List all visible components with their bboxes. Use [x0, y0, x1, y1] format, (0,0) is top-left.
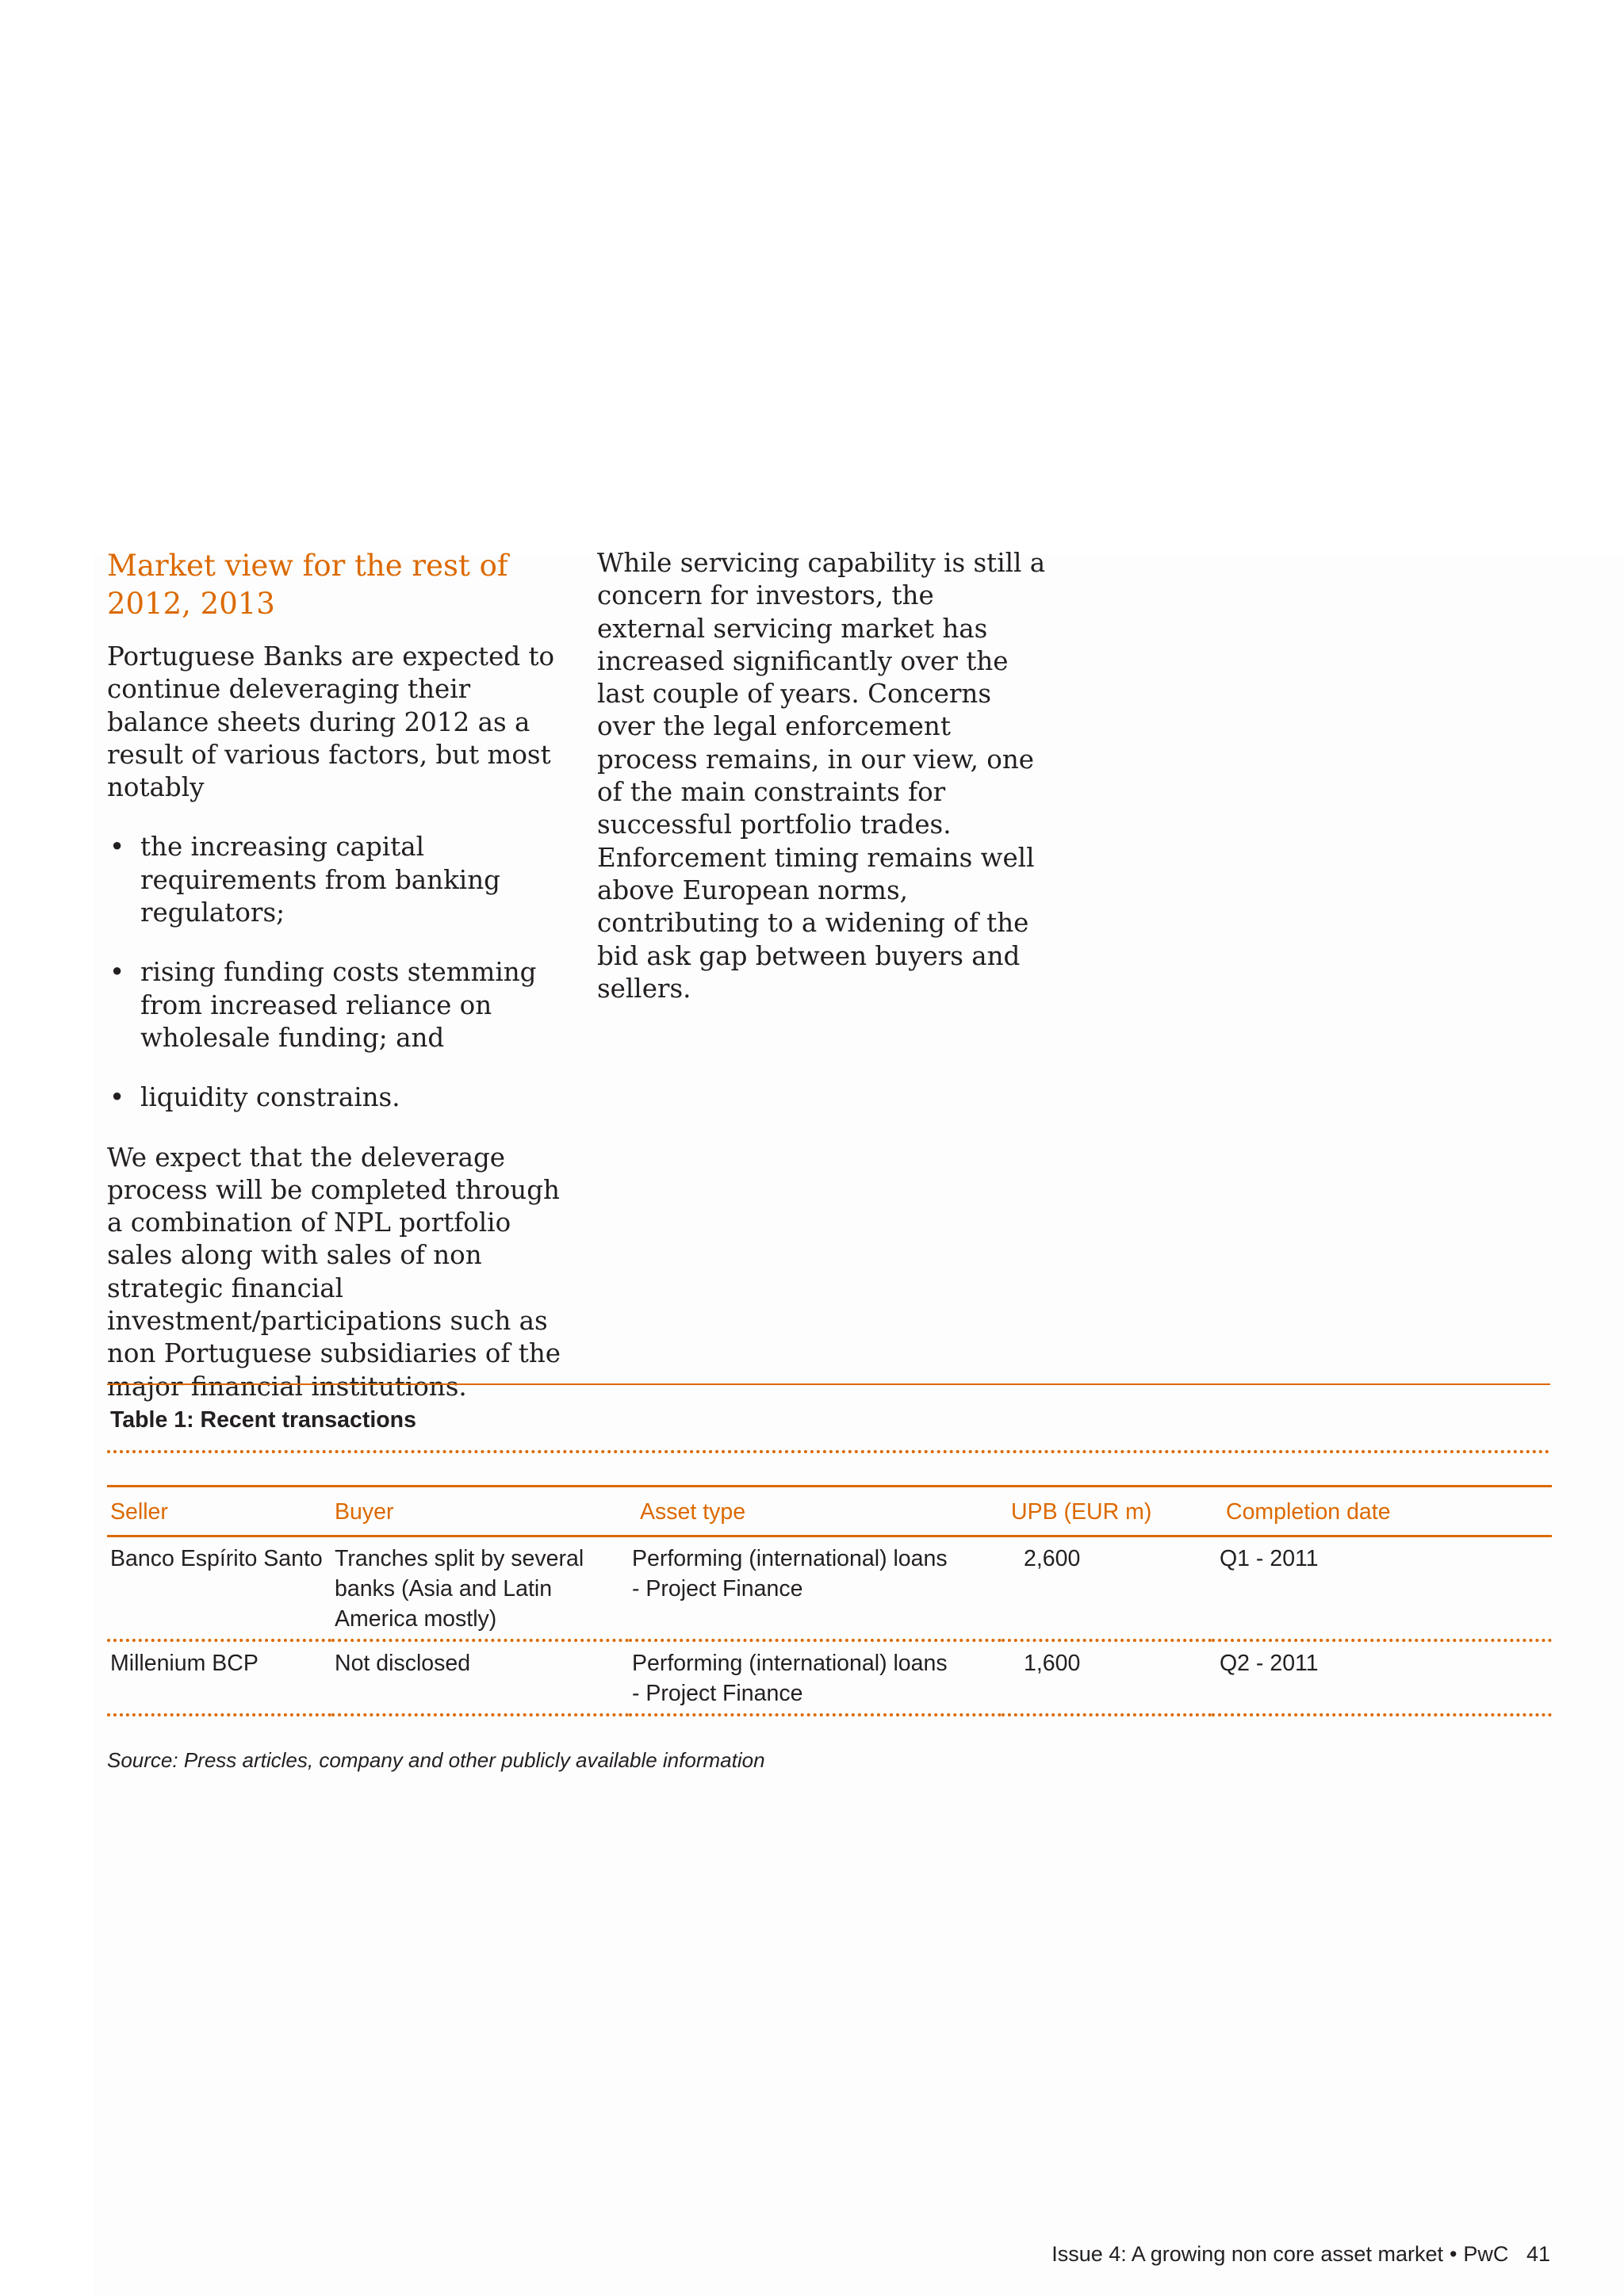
cell-asset-type: Performing (international) loans - Project Finance: [632, 1651, 948, 1706]
cell-upb: 1,600: [1024, 1651, 1081, 1676]
table-title: Table 1: Recent transactions: [110, 1407, 416, 1433]
left-column: [107, 547, 567, 1430]
footer-separator: •: [1449, 2242, 1457, 2266]
header-buyer: Buyer: [335, 1499, 394, 1525]
header-upb: UPB (EUR m): [1011, 1499, 1152, 1525]
servicing-paragraph: While servicing capability is still a concern for investors, the external servicing market has increased significantly over the last couple of years. Concerns over the legal enforcement process remains, in our view, one of the main constraints for successful portfolio trades. Enforcement timing remains well above European norms, contributing to a widening of the bid ask gap between buyers and sellers.: [597, 548, 1046, 1004]
cell-seller: Millenium BCP: [110, 1651, 259, 1676]
section-heading: Market view for the rest of 2012, 2013: [107, 549, 508, 621]
header-asset-type: Asset type: [640, 1499, 746, 1525]
cell-completion-date: Q1 - 2011: [1220, 1546, 1319, 1571]
footer-brand: PwC: [1463, 2242, 1509, 2266]
table-row: [107, 1536, 1552, 1641]
cell-completion-date: Q2 - 2011: [1220, 1651, 1319, 1676]
cell-seller: Banco Espírito Santo: [110, 1546, 323, 1571]
factors-list: [107, 831, 567, 1114]
title-divider: [107, 1450, 1550, 1453]
list-item: • the increasing capital requirements from banking regulators;: [107, 831, 567, 929]
footer-publication: Issue 4: A growing non core asset market: [1051, 2242, 1443, 2266]
transactions-table-block: [107, 1383, 1550, 1716]
intro-paragraph: Portuguese Banks are expected to continue deleveraging their balance sheets during 2012 as a result of various factors, but most notably: [107, 641, 555, 803]
source-note: Source: Press articles, company and other publicly available information: [107, 1748, 765, 1772]
table-top-rule: [107, 1383, 1550, 1385]
list-item: • rising funding costs stemming from increased reliance on wholesale funding; and: [107, 956, 567, 1054]
header-completion-date: Completion date: [1226, 1499, 1391, 1525]
cell-asset-type: Performing (international) loans - Project Finance: [632, 1546, 948, 1601]
transactions-table: [107, 1485, 1552, 1716]
table-header-row: [107, 1487, 1552, 1536]
cell-upb: 2,600: [1024, 1546, 1081, 1571]
conclusion-paragraph: We expect that the deleverage process will be completed through a combination of NPL portfolio sales along with sales of non strategic financial investment/participations such as non Portuguese subsidiaries of the major financial institutions.: [107, 1142, 561, 1402]
header-seller: Seller: [110, 1499, 168, 1525]
page-number: 41: [1526, 2242, 1550, 2266]
list-item: • liquidity constrains.: [107, 1081, 567, 1114]
table-row: [107, 1640, 1552, 1715]
right-column: [597, 547, 1049, 1032]
page-footer: [1051, 2241, 1550, 2267]
cell-buyer: Not disclosed: [335, 1651, 471, 1676]
cell-buyer: Tranches split by several banks (Asia and Latin America mostly): [335, 1546, 584, 1632]
